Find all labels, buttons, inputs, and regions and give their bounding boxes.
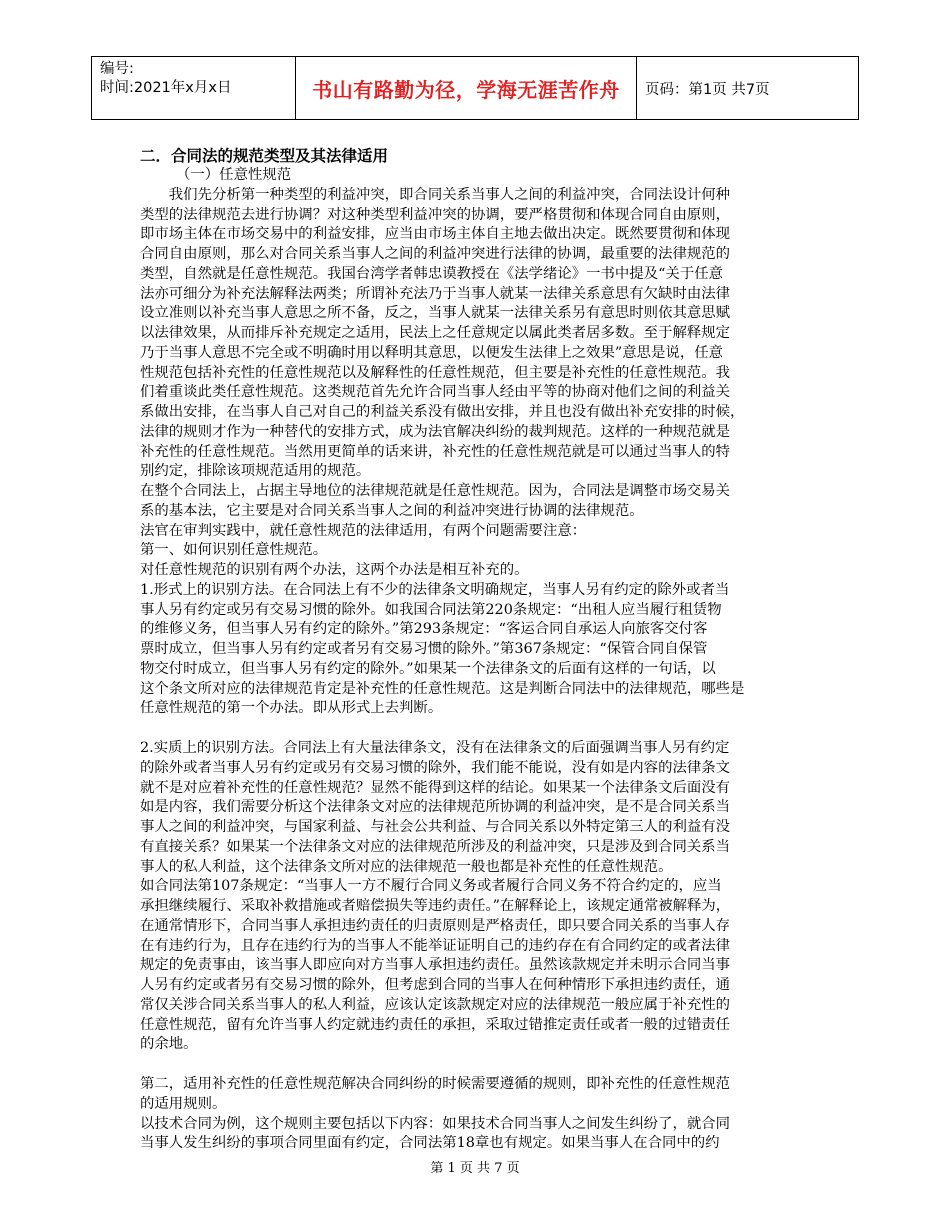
- text-line: 这个条文所对应的法律规范肯定是补充性的任意性规范。这是判断合同法中的法律规范，哪些是: [140, 680, 745, 697]
- time-label: 时间:2021年x月x日: [100, 80, 232, 96]
- text-line: 法官在审判实践中，就任意性规范的法律适用，有两个问题需要注意：: [140, 522, 587, 539]
- text-line: 们着重谈此类任意性规范。这类规范首先允许合同当事人经由平等的协商对他们之间的利益关: [140, 384, 731, 401]
- text-line: 1.形式上的识别方法。在合同法上有不少的法律条文明确规定，当事人另有约定的除外或者当: [140, 581, 730, 598]
- text-line: 我们先分析第一种类型的利益冲突，即合同关系当事人之间的利益冲突，合同法设计何种: [140, 186, 731, 203]
- subsection-title: （一）任意性规范: [176, 167, 292, 183]
- text-line: 在通常情形下，合同当事人承担违约责任的归责原则是严格责任，即只要合同关系的当事人存: [140, 917, 731, 934]
- text-line: 就不是对应着补充性的任意性规范？显然不能得到这样的结论。如果某一个法律条文后面没有: [140, 779, 731, 796]
- text-line: 在整个合同法上，占据主导地位的法律规范就是任意性规范。因为，合同法是调整市场交易关: [140, 483, 731, 499]
- footer-page-number: 第 1 页 共 7 页: [430, 1161, 520, 1176]
- serial-number-label: 编号:: [100, 61, 134, 77]
- text-line: 合同自由原则，那么对合同关系当事人之间的利益冲突进行法律的协调，最重要的法律规范的: [140, 246, 731, 262]
- text-line: 事人的私人利益，这个法律条文所对应的法律规范一般也都是补充性的任意性规范。: [140, 858, 673, 875]
- header-page-info: 页码：第1页 共7页: [636, 57, 858, 119]
- text-line: 承担继续履行、采取补救措施或者赔偿损失等违约责任。”在解释论上，该规定通常被解释为，: [140, 898, 731, 914]
- text-line: 补充性的任意性规范。当然用更简单的话来讲，补充性的任意性规范就是可以通过当事人的特: [140, 443, 731, 460]
- paragraph-gap: [140, 1055, 812, 1075]
- text-line: 如合同法第107条规定：“当事人一方不履行合同义务或者履行合同义务不符合约定的，应当: [140, 878, 722, 895]
- text-line: 设立准则以补充当事人意思之所不备，反之，当事人就某一法律关系另有意思时则依其意思赋: [140, 305, 731, 322]
- text-line: 在有违约行为，且存在违约行为的当事人不能举证证明自己的违约存在有合同约定的或者法律: [140, 937, 731, 954]
- text-line: 系的基本法，它主要是对合同关系当事人之间的利益冲突进行协调的法律规范。: [140, 502, 644, 519]
- text-line: 的除外或者当事人另有约定或另有交易习惯的除外，我们能不能说，没有如是内容的法律条文: [140, 759, 731, 776]
- text-line: 以法律效果，从而排斥补充规定之适用，民法上之任意规定以属此类者居多数。至于解释规定: [140, 325, 731, 341]
- text-line: 法亦可细分为补充法解释法两类；所谓补充法乃于当事人就某一法律关系意思有欠缺时由法律: [140, 285, 731, 302]
- text-line: 任意性规范，留有允许当事人约定就违约责任的承担，采取过错推定责任或者一般的过错责任: [140, 1016, 731, 1033]
- text-line: 常仅关涉合同关系当事人的私人利益，应该认定该款规定对应的法律规范一般应属于补充性的: [140, 996, 731, 1013]
- text-line: 如是内容，我们需要分析这个法律条文对应的法律规范所协调的利益冲突，是不是合同关系当: [140, 799, 731, 816]
- text-line: 类型，自然就是任意性规范。我国台湾学者韩忠谟教授在《法学绪论》一书中提及“关于任意: [140, 265, 723, 282]
- text-line: 物交付时成立，但当事人另有约定的除外。”如果某一个法律条文的后面有这样的一句话，以: [140, 660, 716, 677]
- text-line: 事人另有约定或另有交易习惯的除外。如我国合同法第220条规定：“出租人应当履行租赁物: [140, 601, 722, 618]
- header-motto: 书山有路勤为径，学海无涯苦作舟: [295, 57, 636, 119]
- header-meta-cell: [92, 57, 295, 119]
- text-line: 法律的规则才作为一种替代的安排方式，成为法官解决纠纷的裁判规范。这样的一种规范就是: [140, 423, 731, 440]
- paragraph-lines: [140, 186, 812, 1154]
- text-line: 2.实质上的识别方法。合同法上有大量法律条文，没有在法律条文的后面强调当事人另有约定: [140, 740, 730, 756]
- text-line: 的余地。: [140, 1036, 198, 1053]
- page-footer: [0, 1157, 950, 1176]
- header-table: [91, 56, 859, 120]
- text-line: 第一、如何识别任意性规范。: [140, 542, 328, 559]
- text-line: 有直接关系？如果某一个法律条文对应的法律规范所涉及的利益冲突，只是涉及到合同关系当: [140, 838, 731, 855]
- text-line: 乃于当事人意思不完全或不明确时用以释明其意思，以便发生法律上之效果”意思是说，任意: [140, 344, 723, 361]
- text-line: 规定的免责事由，该当事人即应向对方当事人承担违约责任。虽然该款规定并未明示合同当事: [140, 957, 731, 974]
- text-line: 第二，适用补充性的任意性规范解决合同纠纷的时候需要遵循的规则，即补充性的任意性规范: [140, 1076, 731, 1092]
- text-line: 人另有约定或者另有交易习惯的除外，但考虑到合同的当事人在何种情形下承担违约责任，通: [140, 977, 731, 993]
- text-line: 票时成立，但当事人另有约定或者另有交易习惯的除外。”第367条规定：“保管合同自保管: [140, 641, 708, 657]
- text-line: 任意性规范的第一个办法。即从形式上去判断。: [140, 700, 443, 717]
- text-line: 的维修义务，但当事人另有约定的除外。”第293条规定：“客运合同自承运人向旅客交付客: [140, 621, 708, 638]
- section-title: 二．合同法的规范类型及其法律适用: [140, 147, 389, 165]
- text-line: 以技术合同为例，这个规则主要包括以下内容：如果技术合同当事人之间发生纠纷了，就合同: [140, 1115, 731, 1132]
- text-line: 对任意性规范的识别有两个办法，这两个办法是相互补充的。: [140, 562, 529, 578]
- paragraph-gap: [140, 719, 812, 739]
- text-line: 的适用规则。: [140, 1095, 227, 1112]
- text-line: 性规范包括补充性的任意性规范以及解释性的任意性规范，但主要是补充性的任意性规范。我: [140, 364, 731, 381]
- text-line: 类型的法律规范去进行协调？对这种类型利益冲突的协调，要严格贯彻和体现合同自由原则，: [140, 206, 731, 223]
- text-line: 别约定，排除该项规范适用的规范。: [140, 463, 371, 480]
- text-line: 系做出安排，在当事人自己对自己的利益关系没有做出安排，并且也没有做出补充安排的时候，: [140, 404, 745, 420]
- document-body: [140, 146, 812, 1154]
- text-line: 事人之间的利益冲突，与国家利益、与社会公共利益、与合同关系以外特定第三人的利益有没: [140, 819, 731, 835]
- text-line: 即市场主体在市场交易中的利益安排，应当由市场主体自主地去做出决定。既然要贯彻和体现: [140, 226, 731, 243]
- text-line: 当事人发生纠纷的事项合同里面有约定，合同法第18章也有规定。如果当事人在合同中的约: [140, 1135, 720, 1152]
